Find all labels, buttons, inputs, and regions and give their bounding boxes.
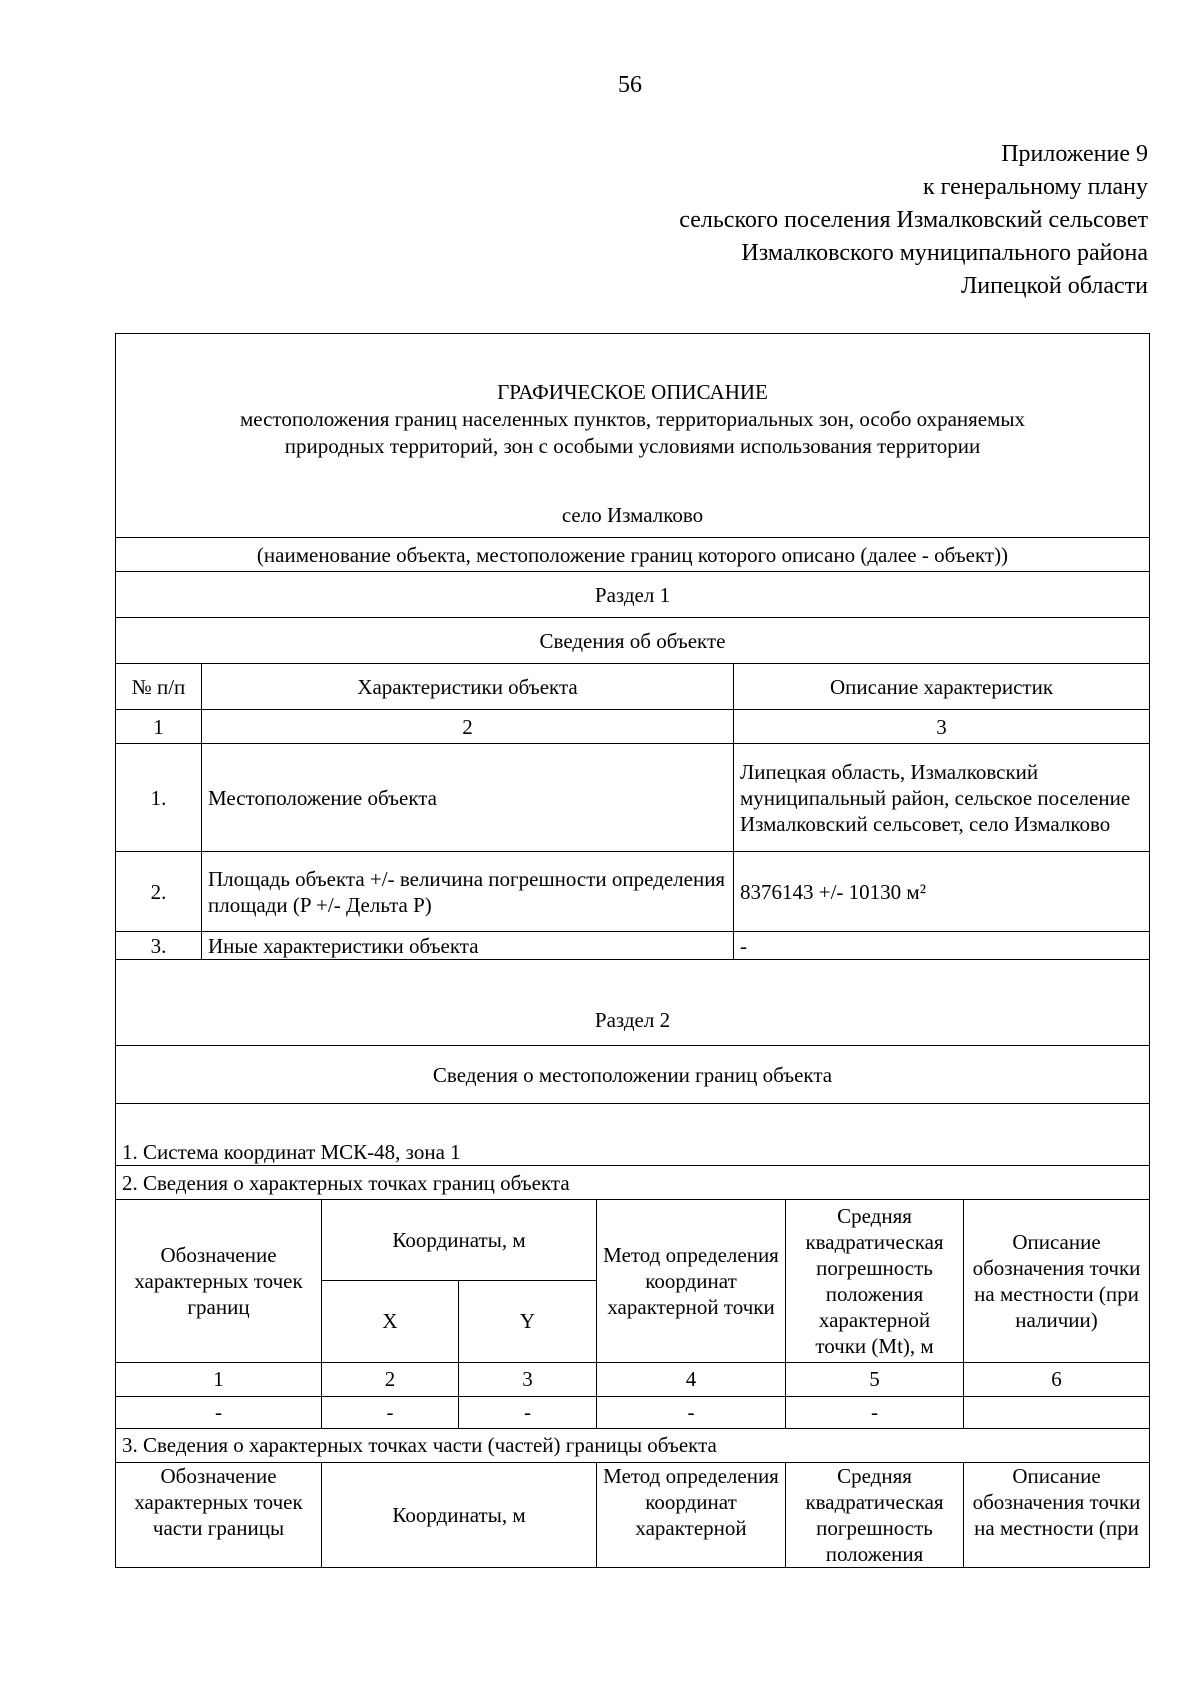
- appendix-line: Измалковского муниципального района: [741, 240, 1148, 266]
- table-row: [116, 744, 1150, 852]
- col-number: 2: [322, 1362, 459, 1396]
- parts-col-designation: Обозначение характерных точек части границы: [116, 1462, 322, 1567]
- col-designation: Обозначение характерных точек границ: [116, 1200, 322, 1362]
- col-description: Описание обозначения точки на местности (при наличии): [964, 1200, 1150, 1362]
- col-number: 3: [734, 710, 1150, 744]
- table-row: [116, 1396, 1150, 1428]
- col-header-desc: Описание характеристик: [734, 664, 1150, 710]
- table-row: [116, 852, 1150, 932]
- appendix-line: Липецкой области: [961, 273, 1148, 299]
- parts-col-error: Средняя квадратическая погрешность положения: [786, 1462, 964, 1567]
- cell-value: -: [597, 1396, 786, 1428]
- cell-value: [964, 1396, 1150, 1428]
- points-table: [115, 1200, 1150, 1568]
- document-title: ГРАФИЧЕСКОЕ ОПИСАНИЕ: [497, 380, 768, 404]
- col-number: 4: [597, 1362, 786, 1396]
- table-row: [116, 932, 1150, 960]
- section1-table: [115, 333, 1150, 1200]
- cell-value: -: [116, 1396, 322, 1428]
- section2-subtitle: Сведения о местоположении границ объекта: [116, 1046, 1150, 1104]
- page-number: 56: [618, 72, 642, 98]
- cell-value: -: [459, 1396, 597, 1428]
- document-subtitle: природных территорий, зон с особыми условиями использования территории: [284, 434, 981, 458]
- row-desc: -: [734, 932, 1150, 960]
- row-desc: 8376143 +/- 10130 м²: [734, 852, 1150, 932]
- col-number: 2: [202, 710, 734, 744]
- document-subtitle: местоположения границ населенных пунктов, территориальных зон, особо охраняемых: [239, 407, 1026, 431]
- col-number: 1: [116, 1362, 322, 1396]
- col-header-name: Характеристики объекта: [202, 664, 734, 710]
- col-number: 1: [116, 710, 202, 744]
- appendix-line: сельского поселения Измалковский сельсовет: [679, 207, 1148, 233]
- object-name: село Измалково: [561, 503, 704, 527]
- title-block: [116, 334, 1150, 538]
- appendix-block: [679, 138, 1148, 303]
- col-header-num: № п/п: [116, 664, 202, 710]
- col-y: Y: [459, 1280, 597, 1362]
- section1-subtitle: Сведения об объекте: [116, 618, 1150, 664]
- coord-system: 1. Система координат МСК-48, зона 1: [116, 1104, 1150, 1166]
- col-number: 5: [786, 1362, 964, 1396]
- section2-title: Раздел 2: [116, 960, 1150, 1046]
- col-number: 3: [459, 1362, 597, 1396]
- row-name: Иные характеристики объекта: [202, 932, 734, 960]
- points-title: 2. Сведения о характерных точках границ объекта: [116, 1166, 1150, 1200]
- col-method: Метод определения координат характерной точки: [597, 1200, 786, 1362]
- parts-col-coords: Координаты, м: [322, 1462, 597, 1567]
- col-x: X: [322, 1280, 459, 1362]
- row-desc: Липецкая область, Измалковский муниципальный район, сельское поселение Измалковский сельсовет, село Измалково: [734, 744, 1150, 852]
- col-number: 6: [964, 1362, 1150, 1396]
- row-num: 2.: [116, 852, 202, 932]
- appendix-line: к генеральному плану: [922, 174, 1148, 200]
- parts-col-description: Описание обозначения точки на местности (при: [964, 1462, 1150, 1567]
- row-name: Местоположение объекта: [202, 744, 734, 852]
- cell-value: -: [322, 1396, 459, 1428]
- parts-title: 3. Сведения о характерных точках части (частей) границы объекта: [116, 1428, 1150, 1462]
- row-name: Площадь объекта +/- величина погрешности определения площади (P +/- Дельта P): [202, 852, 734, 932]
- parts-col-method: Метод определения координат характерной: [597, 1462, 786, 1567]
- col-coords: Координаты, м: [322, 1200, 597, 1280]
- cell-value: -: [786, 1396, 964, 1428]
- section1-title: Раздел 1: [116, 572, 1150, 618]
- col-error: Средняя квадратическая погрешность положения характерной точки (Mt), м: [786, 1200, 964, 1362]
- row-num: 3.: [116, 932, 202, 960]
- row-num: 1.: [116, 744, 202, 852]
- appendix-line: Приложение 9: [1001, 141, 1148, 167]
- document-frame: [115, 333, 1150, 1568]
- object-caption: (наименование объекта, местоположение границ которого описано (далее - объект)): [116, 538, 1150, 572]
